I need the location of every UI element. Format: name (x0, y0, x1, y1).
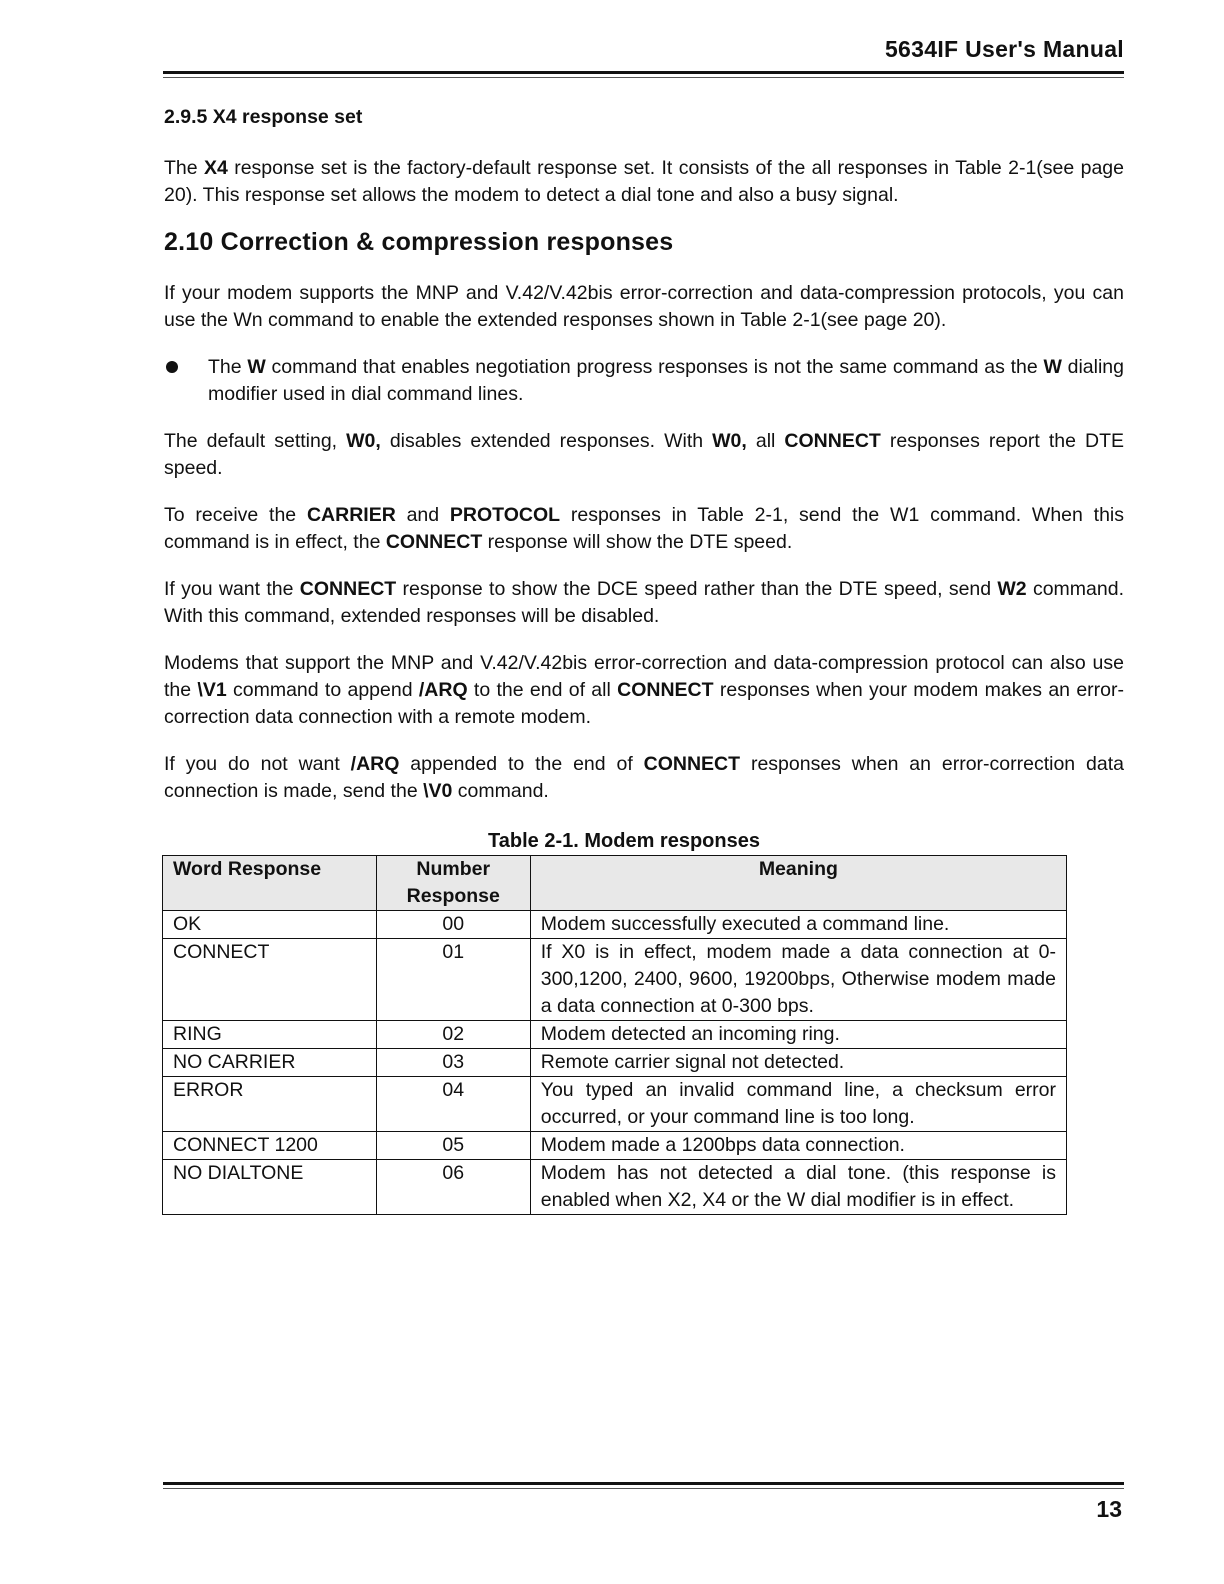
table-row (163, 1160, 1067, 1215)
header-rule-thin (163, 77, 1124, 78)
arq-paragraph: Modems that support the MNP and V.42/V.42bis error-correction and data-compression protocol can also use the \V1 command to append /ARQ to the end of all CONNECT responses when your modem makes an error-correction data connection with a remote modem. (164, 652, 1124, 728)
no-arq-paragraph: If you do not want /ARQ appended to the end of CONNECT responses when an error-correction data connection is made, send the \V0 command. (164, 753, 1124, 802)
cell-meaning: Modem has not detected a dial tone. (this response is enabled when X2, X4 or the W dial modifier is in effect. (530, 1160, 1066, 1215)
header-number-response: Number Response (376, 856, 530, 911)
default-setting-paragraph: The default setting, W0, disables extended responses. With W0, all CONNECT responses report the DTE speed. (164, 430, 1124, 479)
header-word-response: Word Response (163, 856, 377, 911)
cell-meaning: You typed an invalid command line, a checksum error occurred, or your command line is too long. (530, 1077, 1066, 1132)
cell-number: 02 (376, 1021, 530, 1049)
cell-number: 00 (376, 911, 530, 939)
cell-number: 03 (376, 1049, 530, 1077)
bullet-text: The W command that enables negotiation progress responses is not the same command as the W dialing modifier used in dial command lines. (208, 356, 1124, 405)
cell-number: 05 (376, 1132, 530, 1160)
table-row (163, 1132, 1067, 1160)
dce-speed-paragraph: If you want the CONNECT response to show the DCE speed rather than the DTE speed, send W2 command. With this command, extended responses will be disabled. (164, 578, 1124, 627)
receive-carrier-paragraph: To receive the CARRIER and PROTOCOL responses in Table 2-1, send the W1 command. When this command is in effect, the CONNECT response will show the DTE speed. (164, 504, 1124, 553)
table-row (163, 911, 1067, 939)
table-row (163, 939, 1067, 1021)
cell-word: OK (163, 911, 377, 939)
cell-word: RING (163, 1021, 377, 1049)
section-heading-correction: 2.10 Correction & compression responses (164, 228, 674, 256)
correction-intro-paragraph: If your modem supports the MNP and V.42/V.42bis error-correction and data-compression protocols, you can use the Wn command to enable the extended responses shown in Table 2-1(see page 20). (164, 282, 1124, 331)
cell-word: NO CARRIER (163, 1049, 377, 1077)
cell-word: CONNECT (163, 939, 377, 1021)
cell-number: 06 (376, 1160, 530, 1215)
cell-number: 01 (376, 939, 530, 1021)
header-rule (163, 71, 1124, 74)
page-number: 13 (1096, 1496, 1122, 1522)
table-header-row (163, 856, 1067, 911)
cell-meaning: Remote carrier signal not detected. (530, 1049, 1066, 1077)
cell-word: NO DIALTONE (163, 1160, 377, 1215)
modem-responses-table (162, 855, 1067, 1215)
table-title: Table 2-1. Modem responses (488, 830, 760, 852)
x4-paragraph: The X4 response set is the factory-default response set. It consists of the all responses in Table 2-1(see page 20). This response set allows the modem to detect a dial tone and also a busy signal. (164, 157, 1124, 206)
page-content (164, 104, 1124, 1215)
footer-rule-thin (163, 1488, 1124, 1489)
cell-meaning: Modem made a 1200bps data connection. (530, 1132, 1066, 1160)
footer-rule (163, 1482, 1124, 1485)
cell-meaning: Modem successfully executed a command line. (530, 911, 1066, 939)
bullet-item (164, 354, 1124, 408)
cell-meaning: Modem detected an incoming ring. (530, 1021, 1066, 1049)
header-meaning: Meaning (530, 856, 1066, 911)
cell-word: ERROR (163, 1077, 377, 1132)
table-row (163, 1077, 1067, 1132)
table-row (163, 1049, 1067, 1077)
page-header-title: 5634IF User's Manual (884, 36, 1124, 62)
bullet-dot-icon (166, 361, 178, 373)
table-row (163, 1021, 1067, 1049)
cell-meaning: If X0 is in effect, modem made a data connection at 0-300,1200, 2400, 9600, 19200bps, Otherwise modem made a data connection at 0-300 bps. (530, 939, 1066, 1021)
cell-word: CONNECT 1200 (163, 1132, 377, 1160)
cell-number: 04 (376, 1077, 530, 1132)
section-heading-x4: 2.9.5 X4 response set (164, 106, 363, 128)
